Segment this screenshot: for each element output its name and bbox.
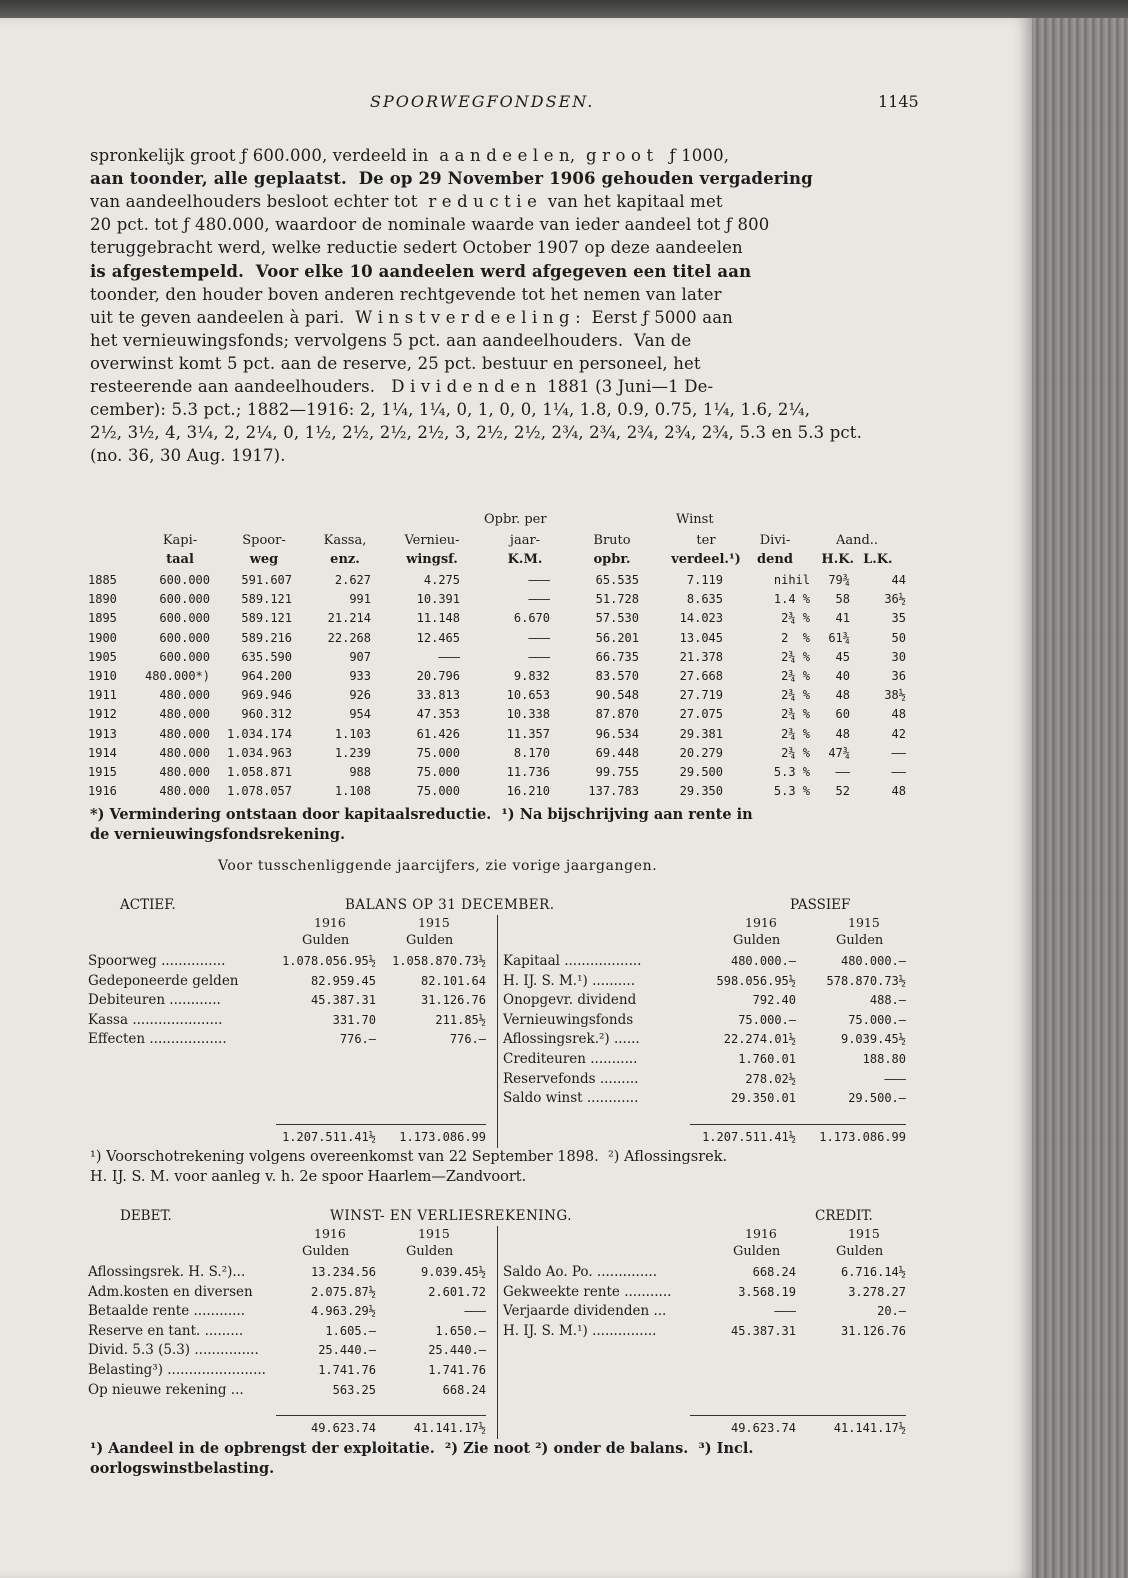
table-cell: 75.000 [416, 745, 460, 760]
table-cell: 137.783 [588, 784, 639, 799]
table-cell: 61.426 [416, 726, 460, 741]
table-cell: 12.465 [416, 630, 460, 645]
winst-left-value: 1.741.76 [318, 1363, 376, 1377]
balans-right-label: Reservefonds ......... [503, 1070, 639, 1087]
table-cell: 991 [349, 592, 371, 607]
balans-right-value: 480.000.— [730, 954, 796, 968]
winst-right-value: 6.716.14½ [840, 1265, 906, 1279]
table-cell: 29.381 [679, 726, 723, 741]
winst-left-title: DEBET. [120, 1208, 172, 1224]
table-column-header: ter [696, 533, 716, 548]
winst-right-value: 668.24 [752, 1265, 796, 1279]
winst-right-value: 3.278.27 [848, 1284, 906, 1299]
table-column-header: Divi- [759, 533, 791, 548]
table-cell: nihil [773, 573, 810, 587]
balans-left-label: Kassa ..................... [88, 1011, 223, 1028]
balans-right-value: 1.760.01 [738, 1052, 796, 1066]
table-cell: 87.870 [595, 707, 639, 722]
table-cell: 48 [891, 784, 906, 799]
balans-right-value: 188.80 [862, 1052, 906, 1066]
table-cell: 20.796 [416, 669, 460, 683]
table-row-year: 1916 [88, 784, 117, 799]
winst-left-value: 1.741.76 [428, 1363, 486, 1377]
table-footnote: *) Vermindering ontstaan door kapitaalsreductie. ¹) Na bijschrijving aan rente in [90, 806, 753, 823]
balans-right-value: 488.— [869, 993, 906, 1008]
table-cell: 75.000 [416, 784, 460, 799]
winst-left-value: 25.440.— [428, 1343, 486, 1358]
winst-right-value: 45.387.31 [730, 1323, 796, 1338]
winst-left-value: ——— [464, 1304, 486, 1319]
table-header-winst: Winst [676, 512, 714, 527]
balans-total: 1.173.086.99 [819, 1130, 906, 1144]
winst-left-value: 9.039.45½ [420, 1265, 486, 1279]
table-cell: 11.736 [506, 765, 550, 779]
winst-total: 41.141.17½ [413, 1421, 486, 1435]
balans-left-value: 45.387.31 [310, 993, 376, 1008]
table-column-header: K.M. [507, 552, 543, 567]
winst-left-value: 25.440.— [318, 1343, 376, 1358]
page-number: 1145 [878, 92, 919, 111]
winst-year-header: 1916 [314, 1226, 346, 1241]
table-cell: 13.045 [679, 630, 723, 645]
table-cell: 11.148 [416, 611, 460, 626]
winst-divider [497, 1226, 498, 1439]
table-cell: 90.548 [595, 688, 639, 703]
table-row-year: 1885 [88, 573, 117, 587]
balans-divider [497, 915, 498, 1148]
table-cell: 75.000 [416, 765, 460, 779]
table-cell: 589.121 [241, 592, 292, 607]
table-row-year: 1910 [88, 669, 117, 683]
table-cell: 99.755 [595, 765, 639, 779]
balans-right-value: 278.02½ [745, 1071, 796, 1086]
table-cell: 38½ [884, 688, 906, 703]
table-cell: 83.570 [595, 669, 639, 683]
balans-left-label: Spoorweg ............... [88, 953, 226, 969]
balans-right-label: Kapitaal .................. [503, 953, 642, 969]
table-cell: 21.214 [327, 611, 371, 626]
winst-left-label: Betaalde rente ............ [88, 1303, 246, 1320]
table-header-opbr: Opbr. per [484, 512, 547, 527]
table-cell: 1.4 % [773, 592, 810, 607]
winst-unit-header: Gulden [406, 1244, 454, 1259]
paragraph-line: teruggebracht werd, welke reductie sedert October 1907 op deze aandeelen [90, 238, 743, 258]
intermediate-years-note: Voor tusschenliggende jaarcijfers, zie vorige jaargangen. [218, 858, 658, 874]
table-column-header: enz. [330, 552, 360, 567]
winst-left-value: 1.605.— [325, 1323, 376, 1338]
table-cell: 48 [891, 707, 906, 722]
balans-year-header: 1916 [745, 915, 777, 930]
winst-right-value: 31.126.76 [840, 1323, 906, 1338]
table-cell: ——— [528, 630, 550, 645]
table-cell: 45 [835, 649, 850, 664]
table-cell: 589.121 [241, 611, 292, 626]
table-row-year: 1900 [88, 630, 117, 645]
balans-left-label: Effecten .................. [88, 1031, 227, 1048]
table-cell: 10.653 [506, 688, 550, 703]
table-row-year: 1911 [88, 688, 117, 703]
winst-right-title: CREDIT. [815, 1208, 873, 1224]
table-row-year: 1914 [88, 745, 117, 760]
table-cell: 480.000 [159, 707, 210, 722]
table-cell: 40 [835, 669, 850, 683]
balans-unit-header: Gulden [302, 933, 350, 948]
table-cell: 2¾ % [781, 649, 810, 664]
table-cell: 33.813 [416, 688, 460, 703]
table-cell: 1.034.174 [226, 726, 292, 741]
table-column-header: Aand.. [835, 533, 879, 548]
balans-right-value: 29.500.— [848, 1091, 906, 1106]
paragraph-line: overwinst komt 5 pct. aan de reserve, 25 pct. bestuur en personeel, het [90, 353, 701, 373]
balans-right-value: 22.274.01½ [723, 1032, 796, 1047]
winst-left-value: 2.601.72 [428, 1284, 486, 1299]
table-column-header: wingsf. [406, 552, 458, 567]
table-cell: 56.201 [595, 630, 639, 645]
table-cell: 79¾ [828, 573, 850, 587]
balans-right-label: Saldo winst ............ [503, 1090, 639, 1107]
book-page-edges [1032, 18, 1128, 1578]
balans-right-label: Vernieuwingsfonds [503, 1011, 634, 1028]
paragraph-line: spronkelijk groot ƒ 600.000, verdeeld in a a n d e e l e n, g r o o t ƒ 1000, [90, 146, 730, 165]
table-cell: 96.534 [595, 726, 639, 741]
table-cell: 960.312 [241, 707, 292, 722]
winst-right-label: Verjaarde dividenden ... [503, 1303, 667, 1320]
table-cell: 61¾ [828, 630, 850, 645]
table-cell: 58 [835, 592, 850, 607]
balans-right-title: PASSIEF [790, 897, 851, 913]
running-header-title: SPOORWEGFONDSEN. [370, 92, 595, 111]
table-cell: 480.000 [159, 745, 210, 760]
winst-right-label: Saldo Ao. Po. .............. [503, 1264, 657, 1280]
balans-right-value: ——— [884, 1071, 906, 1086]
balans-left-value: 776.— [339, 1032, 376, 1047]
paragraph-line: 20 pct. tot ƒ 480.000, waardoor de nominale waarde van ieder aandeel tot ƒ 800 [90, 215, 770, 235]
winst-left-value: 13.234.56 [310, 1265, 376, 1279]
table-cell: 600.000 [159, 649, 210, 664]
table-cell: 2¾ % [781, 726, 810, 741]
balans-total: 1.173.086.99 [399, 1130, 486, 1144]
winst-total-rule [690, 1415, 906, 1416]
balans-right-value: 9.039.45½ [840, 1032, 906, 1047]
winst-year-header: 1915 [848, 1226, 880, 1241]
table-cell: 600.000 [159, 573, 210, 587]
balans-right-label: Aflossingsrek.²) ...... [503, 1031, 640, 1048]
table-cell: 52 [835, 784, 850, 799]
table-cell: 907 [349, 649, 371, 664]
table-cell: 5.3 % [773, 765, 810, 779]
table-cell: 41 [835, 611, 850, 626]
table-cell: ——— [528, 649, 550, 664]
winst-unit-header: Gulden [733, 1244, 781, 1259]
table-cell: 600.000 [159, 592, 210, 607]
winst-right-label: H. IJ. S. M.¹) ............... [503, 1322, 657, 1339]
table-cell: ——— [438, 649, 460, 664]
winst-right-value: ——— [774, 1304, 796, 1319]
table-cell: 35 [891, 611, 906, 626]
balans-right-value: 75.000.— [848, 1012, 906, 1027]
table-cell: 44 [891, 573, 906, 587]
table-cell: 954 [349, 707, 371, 722]
table-cell: 10.391 [416, 592, 460, 607]
table-cell: 6.670 [513, 611, 550, 626]
balans-right-value: 29.350.01 [730, 1091, 796, 1106]
balans-right-label: Crediteuren ........... [503, 1051, 638, 1067]
table-cell: 7.119 [686, 573, 723, 587]
table-cell: 969.946 [241, 688, 292, 703]
balans-left-value: 1.078.056.95½ [282, 954, 376, 968]
table-row-year: 1913 [88, 726, 117, 741]
table-cell: 27.668 [679, 669, 723, 683]
table-column-header: Vernieu- [404, 533, 460, 548]
paragraph-line: aan toonder, alle geplaatst. De op 29 November 1906 gehouden vergadering [90, 169, 813, 189]
table-cell: 2 % [781, 630, 810, 645]
winst-total-rule [276, 1415, 486, 1416]
table-cell: 27.075 [679, 707, 723, 722]
table-cell: 8.635 [686, 592, 723, 607]
table-column-header: jaar- [509, 533, 541, 548]
winst-left-label: Divid. 5.3 (5.3) ............... [88, 1342, 259, 1359]
table-cell: 29.350 [679, 784, 723, 799]
table-cell: —— [891, 765, 906, 779]
winst-left-value: 4.963.29½ [310, 1304, 376, 1319]
winst-left-value: 1.650.— [435, 1323, 486, 1338]
paragraph-line: toonder, den houder boven anderen rechtgevende tot het nemen van later [90, 284, 722, 304]
winst-center-title: WINST- EN VERLIESREKENING. [330, 1208, 573, 1224]
table-cell: 66.735 [595, 649, 639, 664]
winst-left-value: 563.25 [332, 1382, 376, 1397]
balans-right-label: H. IJ. S. M.¹) .......... [503, 972, 635, 989]
winst-right-value: 20.— [877, 1304, 906, 1319]
table-cell: 50 [891, 630, 906, 645]
table-cell: 2.627 [334, 573, 371, 587]
table-cell: 47.353 [416, 707, 460, 722]
table-cell: 2¾ % [781, 745, 810, 760]
table-cell: 51.728 [595, 592, 639, 607]
table-cell: 589.216 [241, 630, 292, 645]
paragraph-line: resteerende aan aandeelhouders. D i v i d e n d e n 1881 (3 Juni—1 De- [90, 377, 714, 396]
balans-left-value: 1.058.870.73½ [392, 954, 486, 968]
table-cell: 1.078.057 [226, 784, 292, 799]
table-cell: 2¾ % [781, 707, 810, 722]
table-column-header: taal [166, 552, 194, 567]
table-cell: 27.719 [679, 688, 723, 703]
winst-left-value: 2.075.87½ [310, 1284, 376, 1299]
table-cell: 635.590 [241, 649, 292, 664]
winst-left-label: Reserve en tant. ......... [88, 1322, 244, 1339]
paragraph-line: het vernieuwingsfonds; vervolgens 5 pct. aan aandeelhouders. Van de [90, 330, 692, 350]
table-cell: 600.000 [159, 630, 210, 645]
table-cell: 988 [349, 765, 371, 779]
balans-total-rule [276, 1124, 486, 1125]
table-row-year: 1912 [88, 707, 117, 722]
table-cell: 1.103 [334, 726, 371, 741]
paragraph-line: 2½, 3½, 4, 3¼, 2, 2¼, 0, 1½, 2½, 2½, 2½, 3, 2½, 2½, 2¾, 2¾, 2¾, 2¾, 2¾, 5.3 en 5.3 pct. [90, 423, 862, 443]
table-row-year: 1905 [88, 649, 117, 664]
table-cell: 1.239 [334, 745, 371, 760]
table-cell: 2¾ % [781, 688, 810, 703]
balans-total-rule [690, 1124, 906, 1125]
table-cell: 480.000 [159, 726, 210, 741]
table-cell: 47¾ [828, 745, 850, 760]
table-cell: 2¾ % [781, 669, 810, 683]
balans-left-label: Gedeponeerde gelden [88, 972, 239, 989]
balans-total: 1.207.511.41½ [702, 1130, 796, 1144]
balans-left-value: 776.— [449, 1032, 486, 1047]
table-row-year: 1915 [88, 765, 117, 779]
winst-left-label: Adm.kosten en diversen [88, 1283, 253, 1300]
table-cell: 57.530 [595, 611, 639, 626]
balans-total: 1.207.511.41½ [282, 1130, 376, 1144]
balans-right-value: 792.40 [752, 993, 796, 1008]
table-footnote: de vernieuwingsfondsrekening. [90, 826, 346, 843]
table-cell: 2¾ % [781, 611, 810, 626]
table-cell: 36½ [884, 592, 906, 607]
balans-left-value: 82.101.64 [420, 973, 486, 988]
paragraph-line: cember): 5.3 pct.; 1882—1916: 2, 1¼, 1¼, 0, 1, 0, 0, 1¼, 1.8, 0.9, 0.75, 1¼, 1.6, 2¼, [90, 400, 811, 420]
table-cell: 14.023 [679, 611, 723, 626]
balans-year-header: 1915 [848, 915, 880, 930]
table-cell: 16.210 [506, 784, 550, 799]
table-cell: 1.058.871 [226, 765, 292, 779]
table-cell: ——— [528, 592, 550, 607]
paragraph-line: van aandeelhouders besloot echter tot r e d u c t i e van het kapitaal met [90, 192, 723, 212]
table-cell: 65.535 [595, 573, 639, 587]
table-cell: 10.338 [506, 707, 550, 722]
balans-unit-header: Gulden [406, 933, 454, 948]
table-cell: ——— [528, 573, 550, 587]
winst-left-value: 668.24 [442, 1382, 486, 1397]
table-row-year: 1890 [88, 592, 117, 607]
table-cell: 60 [835, 707, 850, 722]
balans-year-header: 1915 [418, 915, 450, 930]
table-cell: 933 [349, 669, 371, 683]
table-cell: —— [891, 745, 906, 760]
winst-footnote: oorlogswinstbelasting. [90, 1460, 275, 1477]
table-cell: —— [835, 765, 850, 779]
table-cell: 69.448 [595, 745, 639, 760]
balans-year-header: 1916 [314, 915, 346, 930]
balans-right-label: Onopgevr. dividend [503, 992, 637, 1009]
balans-footnote: H. IJ. S. M. voor aanleg v. h. 2e spoor Haarlem—Zandvoort. [90, 1169, 527, 1185]
table-column-header: dend [757, 552, 793, 567]
table-cell: 480.000*) [144, 669, 210, 683]
table-cell: 48 [835, 688, 850, 703]
table-column-header: Spoor- [242, 533, 286, 548]
table-cell: 22.268 [327, 630, 371, 645]
balans-right-value: 578.870.73½ [826, 973, 906, 988]
table-cell: 21.378 [679, 649, 723, 664]
winst-footnote: ¹) Aandeel in de opbrengst der exploitatie. ²) Zie noot ²) onder de balans. ³) Incl. [90, 1440, 754, 1457]
table-cell: 4.275 [423, 573, 460, 587]
winst-year-header: 1915 [418, 1226, 450, 1241]
winst-total: 49.623.74 [730, 1421, 796, 1435]
winst-right-value: 3.568.19 [738, 1284, 796, 1299]
winst-total: 49.623.74 [310, 1421, 376, 1435]
balans-left-value: 331.70 [332, 1012, 376, 1027]
balans-left-label: Debiteuren ............ [88, 992, 221, 1009]
balans-left-value: 31.126.76 [420, 993, 486, 1008]
table-cell: 42 [891, 726, 906, 741]
winst-left-label: Aflossingsrek. H. S.²)... [88, 1264, 246, 1280]
balans-unit-header: Gulden [836, 933, 884, 948]
table-cell: 29.500 [679, 765, 723, 779]
table-cell: 36 [891, 669, 906, 683]
balans-left-title: ACTIEF. [120, 897, 176, 913]
table-cell: 9.832 [513, 669, 550, 683]
table-cell: 480.000 [159, 784, 210, 799]
balans-center-title: BALANS OP 31 DECEMBER. [345, 897, 555, 913]
balans-left-value: 82.959.45 [310, 973, 376, 988]
winst-unit-header: Gulden [302, 1244, 350, 1259]
table-column-header: H.K. L.K. [821, 552, 893, 567]
table-cell: 48 [835, 726, 850, 741]
table-cell: 1.034.963 [226, 745, 292, 760]
table-cell: 30 [891, 649, 906, 664]
table-cell: 591.607 [241, 573, 292, 587]
table-column-header: opbr. [593, 552, 631, 567]
table-row-year: 1895 [88, 611, 117, 626]
table-cell: 20.279 [679, 745, 723, 760]
table-cell: 600.000 [159, 611, 210, 626]
winst-year-header: 1916 [745, 1226, 777, 1241]
winst-unit-header: Gulden [836, 1244, 884, 1259]
table-cell: 480.000 [159, 765, 210, 779]
table-cell: 8.170 [513, 745, 550, 760]
balans-right-value: 480.000.— [840, 954, 906, 968]
winst-right-label: Gekweekte rente ........... [503, 1283, 672, 1300]
balans-right-value: 75.000.— [738, 1012, 796, 1027]
table-column-header: Kassa, [323, 533, 367, 548]
paragraph-line: uit te geven aandeelen à pari. W i n s t v e r d e e l i n g : Eerst ƒ 5000 aan [90, 307, 733, 327]
table-column-header: Kapi- [162, 533, 198, 548]
winst-total: 41.141.17½ [833, 1421, 906, 1435]
balans-unit-header: Gulden [733, 933, 781, 948]
winst-left-label: Belasting³) ....................... [88, 1362, 266, 1378]
winst-left-label: Op nieuwe rekening ... [88, 1381, 244, 1398]
table-cell: 480.000 [159, 688, 210, 703]
balans-right-value: 598.056.95½ [716, 973, 796, 988]
paragraph-line: is afgestempeld. Voor elke 10 aandeelen werd afgegeven een titel aan [90, 261, 752, 281]
table-column-header: verdeel.¹) [671, 552, 741, 567]
table-cell: 11.357 [506, 726, 550, 741]
balans-footnote: ¹) Voorschotrekening volgens overeenkomst van 22 September 1898. ²) Aflossingsrek. [90, 1149, 728, 1165]
table-cell: 5.3 % [773, 784, 810, 799]
balans-left-value: 211.85½ [435, 1012, 486, 1027]
table-column-header: weg [249, 552, 279, 567]
table-cell: 964.200 [241, 669, 292, 683]
paragraph-line: (no. 36, 30 Aug. 1917). [90, 446, 286, 466]
table-cell: 926 [349, 688, 371, 703]
table-column-header: Bruto [593, 533, 631, 548]
table-cell: 1.108 [334, 784, 371, 799]
